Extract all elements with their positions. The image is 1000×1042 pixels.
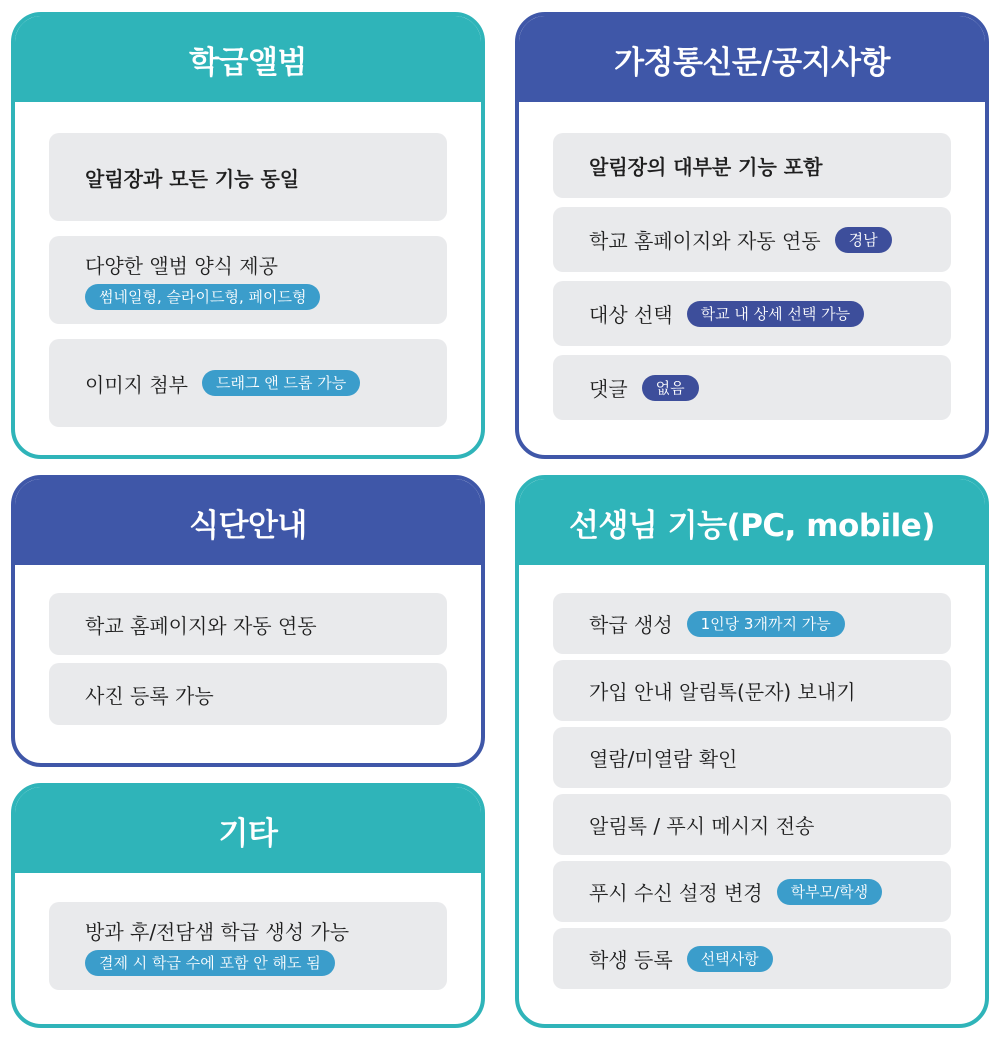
- feature-label: 댓글: [589, 377, 628, 401]
- feature-item: [49, 236, 447, 324]
- card-title: 선생님 기능(PC, mobile): [519, 479, 985, 565]
- card-class-album: [11, 12, 485, 459]
- feature-item: [553, 727, 951, 788]
- feature-item: [553, 928, 951, 989]
- card-title: 식단안내: [15, 479, 481, 565]
- feature-item: [553, 660, 951, 721]
- feature-label: 다양한 앨범 양식 제공: [85, 254, 278, 278]
- feature-label: 열람/미열람 확인: [589, 747, 738, 771]
- feature-label: 학교 홈페이지와 자동 연동: [85, 613, 317, 638]
- feature-badge: 경남: [835, 227, 892, 253]
- feature-item: [553, 593, 951, 654]
- feature-label: 가입 안내 알림톡(문자) 보내기: [589, 680, 856, 704]
- card-teacher-features: [515, 475, 989, 1028]
- feature-badge: 학부모/학생: [777, 879, 883, 905]
- feature-item: [553, 355, 951, 420]
- feature-label: 이미지 첨부: [85, 372, 188, 397]
- card-etc: [11, 783, 485, 1028]
- feature-badge: 결제 시 학급 수에 포함 안 해도 됨: [85, 950, 335, 976]
- feature-label: 학급 생성: [589, 613, 673, 637]
- feature-label: 알림장의 대부분 기능 포함: [589, 155, 823, 179]
- card-title: 학급앨범: [15, 16, 481, 102]
- feature-item: [49, 902, 447, 990]
- feature-label: 방과 후/전담샘 학급 생성 가능: [85, 920, 350, 944]
- feature-badge: 드래그 앤 드롭 가능: [202, 370, 360, 396]
- feature-item: [553, 207, 951, 272]
- feature-item: [49, 133, 447, 221]
- feature-item: [49, 663, 447, 725]
- card-title: 가정통신문/공지사항: [519, 16, 985, 102]
- feature-badge: 썸네일형, 슬라이드형, 페이드형: [85, 284, 320, 310]
- feature-label: 학생 등록: [589, 948, 673, 972]
- feature-label: 학교 홈페이지와 자동 연동: [589, 229, 821, 253]
- feature-badge: 없음: [642, 375, 699, 401]
- feature-badge: 선택사항: [687, 946, 773, 972]
- feature-label: 알림톡 / 푸시 메시지 전송: [589, 814, 815, 838]
- feature-item: [553, 281, 951, 346]
- card-title: 기타: [15, 787, 481, 873]
- feature-item: [49, 593, 447, 655]
- feature-item: [553, 794, 951, 855]
- card-newsletter-notice: [515, 12, 989, 459]
- feature-label: 대상 선택: [589, 303, 673, 327]
- feature-badge: 1인당 3개까지 가능: [687, 611, 845, 637]
- feature-label: 알림장과 모든 기능 동일: [85, 166, 300, 191]
- feature-label: 사진 등록 가능: [85, 683, 214, 708]
- feature-label: 푸시 수신 설정 변경: [589, 881, 763, 905]
- feature-item: [553, 861, 951, 922]
- feature-badge: 학교 내 상세 선택 가능: [687, 301, 864, 327]
- card-meal-info: [11, 475, 485, 767]
- feature-item: [553, 133, 951, 198]
- feature-item: [49, 339, 447, 427]
